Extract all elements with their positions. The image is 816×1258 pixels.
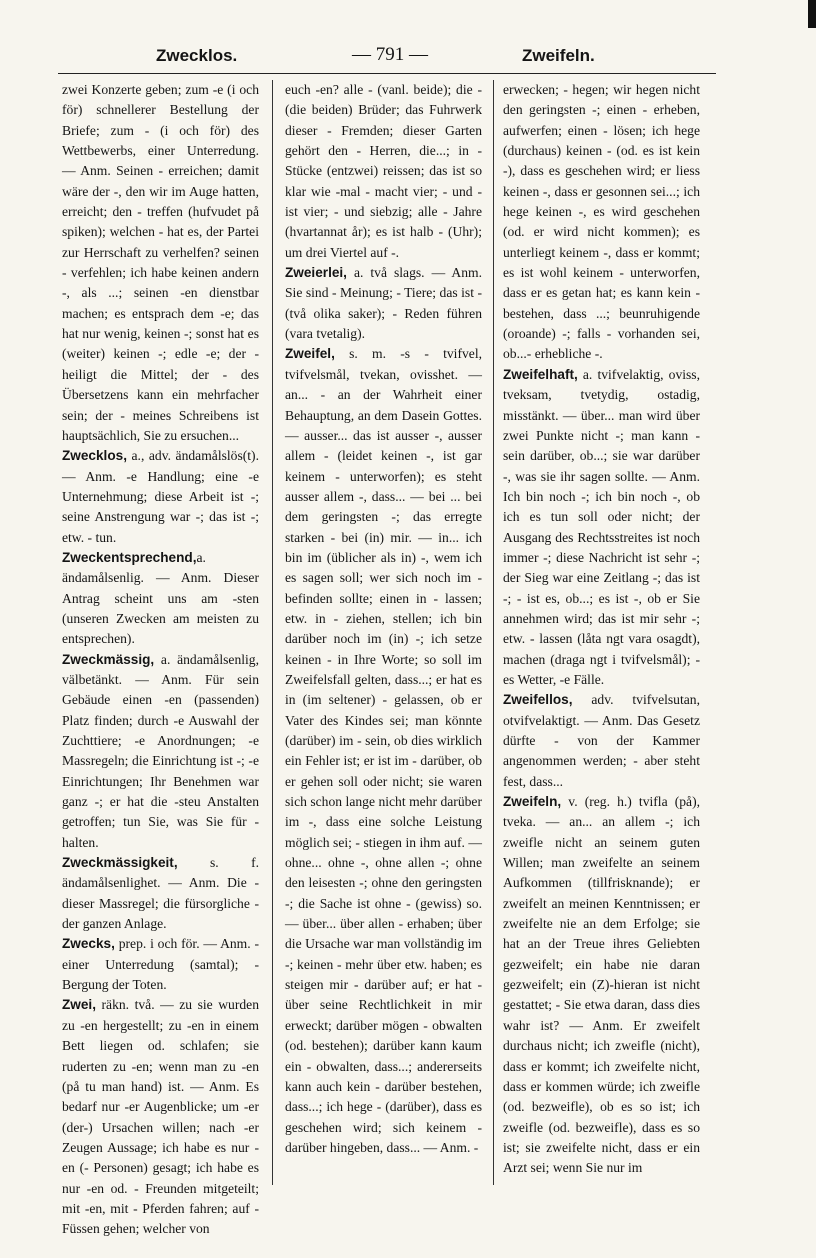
dictionary-entry	[503, 365, 700, 691]
header-rule	[58, 73, 716, 74]
entry-headword: Zweckmässig,	[62, 651, 155, 667]
dictionary-entry	[62, 995, 259, 1239]
entry-body: räkn. två. — zu sie wurden zu -en hergestellt; zu -en in einem Bett liegen od. schlafen; sie ruderten zu -en; wenn man zu -en (på tu man hand) ist. — Anm. Es bedarf nur -er Augenblicke; um -er (der-) Ursachen willen; nach -er Zeugen Aussage; ich habe es nur -en (- Personen) gesagt; ich habe es nur -en od. - Freunden mitgeteilt; mit -en, mit - Pferden fahren; auf - Füssen gehen; welcher von	[62, 997, 259, 1237]
entry-headword: Zwecks,	[62, 936, 115, 952]
dictionary-entry	[62, 934, 259, 995]
entry-body: a. tvifvelaktig, oviss, tveksam, tvetydig, ostadig, misstänkt. — über... man wird über zwei Punkte nicht -; man kann - sein darüber, ob...; sie war darüber -, was sie ihr sagen sollte. — Anm. Ich bin noch -; ich bin noch -, ob ich es tun soll oder nicht; der Ausgang des Rechtsstreites ist noch immer -; diese Nachricht ist sehr -; der Sieg war eine Zeitlang -; das ist -; - ist es, ob...; es ist -, ob er Sie annehmen wird; das ist mir sehr -; etw. - lassen (låta ngt vara osagdt), machen (draga ngt i tvifvelsmål); -es Wetter, -e Fälle.	[503, 366, 700, 687]
entry-text	[503, 792, 700, 1179]
entry-headword: Zweifelhaft,	[503, 366, 578, 382]
entry-body: v. (reg. h.) tvifla (på), tveka. — an... an allem -; ich zweifle nicht an seinem guten Willen; man zweifelte an seinem Aufkommen (tillfrisknande); er zweifelt an meinen Kenntnissen; er zweifelte nie an dem Erfolge; sie hat an der Treue ihres Geliebten gezweifelt; ein habe nie daran gezweifelt; ein (Z)-hieran ist nicht gestattet; - Sie etwa daran, dass dies wahr ist? — Anm. Er zweifelt durchaus nicht; ich zweifle (nicht), dass er kommt; ich zweifelte nicht, dass er kommen würde; ich zweifle (od. bezweifle), ob es so ist; ich zweifle (od. bezweifle), dass es so ist; sie zweifelte nicht, dass er ein Arzt sei; wenn Sie nur im	[503, 794, 700, 1176]
page-edge-mark	[808, 0, 816, 28]
entry-text	[62, 548, 259, 650]
column-left	[62, 80, 259, 1237]
dictionary-entry	[285, 344, 482, 1158]
header-right-guideword: Zweifeln.	[522, 46, 595, 65]
entry-text	[62, 446, 259, 548]
dictionary-entry	[285, 263, 482, 344]
entry-headword: Zweifel,	[285, 346, 335, 362]
entry-text	[503, 690, 700, 792]
column-middle	[285, 80, 482, 1200]
entry-headword: Zweifeln,	[503, 794, 562, 810]
column-divider	[493, 80, 494, 1185]
page-header	[60, 40, 720, 70]
entry-body: prep. i och för. — Anm. - einer Unterredung (samtal); - Bergung der Toten.	[62, 936, 259, 993]
entry-body: zwei Konzerte geben; zum -e (i och för) schnellerer Bestellung der Briefe; zum - (i och för) des Wettbewerbs, einer Unterredung. — Anm. Seinen - erreichen; damit wäre der -, den wir im Auge hatten, erreicht; den - treffen (hufvudet på spiken); welchen - hat es, der Partei zur Herrschaft zu verhelfen? seinen - verfehlen; ich habe keinen andern -, als ...; seinen -en dienstbar machen; es entsprach dem -e; das hat nur wenig, keinen -; sonst hat es (weiter) keinen -; edle -e; der - heiligt die Mittel; der - des Übersetzens kann ein mehrfacher sein; der - meines Schreibens ist hauptsächlich, Sie zu ersuchen...	[62, 82, 259, 443]
entry-body: s. f. ändamålsenlighet. — Anm. Die - dieser Massregel; die fürsorgliche - der ganzen Anlage.	[62, 855, 259, 932]
entry-body: a., adv. ändamålslös(t). — Anm. -e Handlung; eine -e Unternehmung; diese Arbeit ist -; seine Anstrengung war -; das ist -; etw. - tun.	[62, 448, 259, 545]
entry-text	[285, 263, 482, 344]
entry-headword: Zweifellos,	[503, 692, 573, 708]
header-left-guideword: Zwecklos.	[156, 46, 238, 65]
dictionary-entry	[503, 80, 700, 365]
entry-text	[62, 80, 259, 446]
entry-text	[285, 80, 482, 263]
entry-body: a. ändamålsenlig. — Anm. Dieser Antrag scheint uns am -sten (unseren Zwecken am meisten zu entsprechen).	[62, 549, 259, 647]
dictionary-entry	[62, 650, 259, 853]
dictionary-entry	[62, 446, 259, 548]
dictionary-entry	[285, 80, 482, 263]
entry-text	[62, 934, 259, 995]
entry-headword: Zweierlei,	[285, 265, 347, 281]
entry-headword: Zwecklos,	[62, 448, 127, 464]
entry-body: a. ändamålsenlig, välbetänkt. — Anm. Für sein Gebäude einen -en (passenden) Platz finden; durch -e Auswahl der Zuchttiere; -e Anordnungen; -e Massregeln; die Einrichtung ist -; -e Einrichtungen; Ihr Benehmen war ganz -; er hat die -steu Anstalten getroffen; tun Sie, was Sie für - halten.	[62, 651, 259, 850]
dictionary-entry	[503, 792, 700, 1179]
entry-text	[62, 853, 259, 934]
dictionary-entry	[62, 80, 259, 446]
dictionary-entry	[62, 853, 259, 934]
column-divider	[272, 80, 273, 1185]
entry-text	[285, 344, 482, 1158]
entry-headword: Zweckentsprechend,	[62, 549, 197, 565]
dictionary-entry	[62, 548, 259, 650]
page-number: — 791 —	[352, 44, 428, 65]
entry-text	[503, 80, 700, 365]
entry-body: euch -en? alle - (vanl. beide); die - (die beiden) Brüder; das Fuhrwerk dieser - Fremden; dieser Garten gehört den - Herren, die...; in - Stücke (entzwei) reissen; das ist so klar wie -mal - macht vier; - und - ist vier; - und siebzig; alle - Jahre (hvartannat år); es ist halb - (Uhr); um drei Viertel auf -.	[285, 82, 482, 260]
entry-body: a. två slags. — Anm. Sie sind - Meinung; - Tiere; das ist - (två olika saker); - Reden führen (vara tvetalig).	[285, 265, 482, 342]
entry-headword: Zwei,	[62, 997, 96, 1013]
entry-body: adv. tvifvelsutan, otvifvelaktigt. — Anm. Das Gesetz dürfte - von der Kammer angenommen werden; - aber steht fest, dass...	[503, 692, 700, 789]
entry-text	[62, 995, 259, 1239]
entry-text	[62, 650, 259, 853]
entry-body: s. m. -s - tvifvel, tvifvelsmål, tvekan, ovisshet. — an... - an der Wahrheit einer Behauptung, an dem Dasein Gottes. — ausser... das ist ausser -, ausser allem - (leidet keinen -, ist gar keinem - unterworfen); es steht ausser allem -, dass... — bei ... bei dem geringsten -; das erregte starken - bei (in) mir. — in... ich bin im (üblicher als in) -, wem ich es sagen soll; wer sich noch im - befinden sollte; einen in - lassen; etw. in - ziehen, stellen; ich bin darüber noch im (in) -; ich setze keinen - in Ihre Worte; so soll im Zweifelsfall gelten, dass...; er hat es in (im seltener) - gelassen, ob er Vater des Kindes sei; man könnte (darüber) im - sein, ob dies wirklich ein Fehler ist; er ist im - darüber, ob er gehen soll oder nicht; sie waren sich schon lange nicht mehr darüber im -, dass eine solche Leistung möglich sei; - stiegen in ihm auf. — ohne... ohne -, ohne allen -; ohne den leisesten -; ohne den geringsten -; die Sache ist ohne - (gewiss) so. — über... über allen - erhaben; über die Ursache war man vollständig im -; keinen - mehr über etw. haben; es steigen mir - darüber auf; er hat - über seine Rechtlichkeit in mir erweckt; darüber mögen - obwalten (od. bestehen); darüber kann kaum ein - obwalten, dass...; andererseits kann auch kein - darüber bestehen, dass...; ich hege - (darüber), dass es geschehen wird; sich keinem - darüber hingeben, dass... — Anm. -	[285, 346, 482, 1155]
column-right	[503, 80, 700, 1200]
entry-text	[503, 365, 700, 691]
entry-body: erwecken; - hegen; wir hegen nicht den geringsten -; einen - erheben, aufwerfen; einen - lösen; ich hege (durchaus) keinen - (od. es ist kein -), dass es geschehen wird; er liess keinen -, dass er gesonnen sei...; ich hege keinen -, es wird geschehen (od. er wird nicht kommen); es unterliegt keinem -, dass er kommt; es ist wohl keinem - unterworfen, dass er es getan hat; es kann kein - bestehen, dass ...; beunruhigende (oroande) -; falls - vorhanden sei, ob...- erhebliche -.	[503, 82, 700, 362]
dictionary-entry	[503, 690, 700, 792]
entry-headword: Zweckmässigkeit,	[62, 855, 178, 871]
